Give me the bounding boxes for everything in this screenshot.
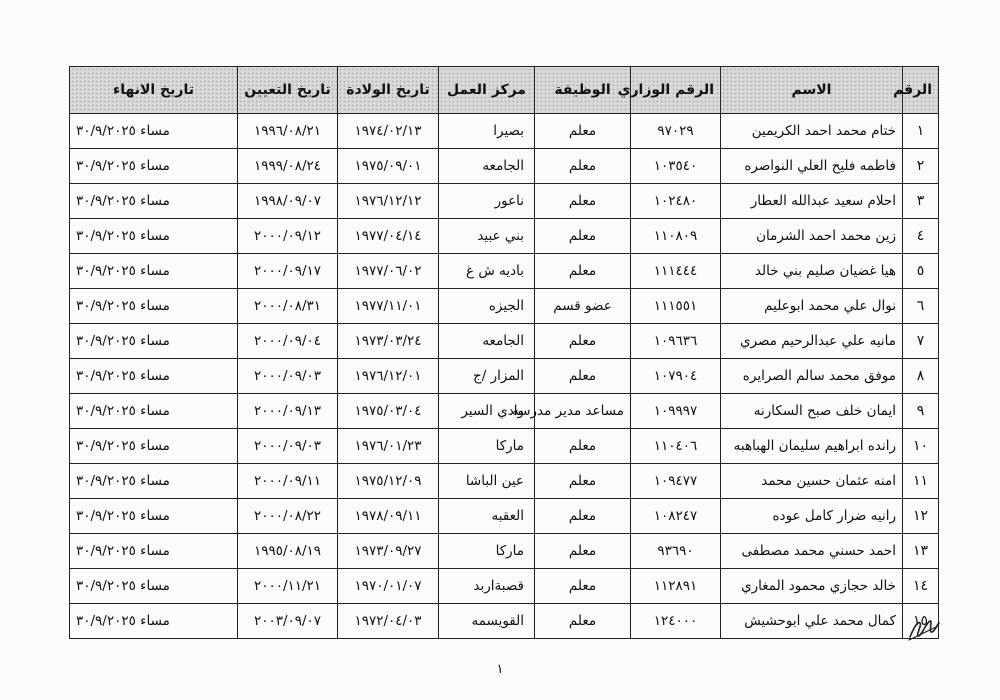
cell-end-date: مساء ٣٠/٩/٢٠٢٥ bbox=[70, 534, 238, 569]
cell-ministry-id: ١١٠٨٠٩ bbox=[631, 219, 721, 254]
cell-end-date: مساء ٣٠/٩/٢٠٢٥ bbox=[70, 394, 238, 429]
cell-job: معلم bbox=[535, 464, 631, 499]
cell-num: ١٢ bbox=[903, 499, 939, 534]
cell-birth-date: ١٩٧٧/١١/٠١ bbox=[338, 289, 439, 324]
cell-num: ٣ bbox=[903, 184, 939, 219]
cell-hire-date: ٢٠٠٠/٠٩/١٢ bbox=[238, 219, 338, 254]
cell-name: نوال علي محمد ابوعليم bbox=[721, 289, 903, 324]
cell-ministry-id: ١٠٨٢٤٧ bbox=[631, 499, 721, 534]
cell-end-date: مساء ٣٠/٩/٢٠٢٥ bbox=[70, 254, 238, 289]
cell-num: ١٣ bbox=[903, 534, 939, 569]
cell-hire-date: ١٩٩٩/٠٨/٢٤ bbox=[238, 149, 338, 184]
cell-name: ايمان خلف صبح السكارنه bbox=[721, 394, 903, 429]
cell-num: ١٥ bbox=[903, 604, 939, 639]
cell-hire-date: ٢٠٠٠/٠٨/٣١ bbox=[238, 289, 338, 324]
cell-job: عضو قسم bbox=[535, 289, 631, 324]
header-job: الوظيفة bbox=[535, 67, 631, 114]
cell-num: ٧ bbox=[903, 324, 939, 359]
cell-end-date: مساء ٣٠/٩/٢٠٢٥ bbox=[70, 499, 238, 534]
cell-job: معلم bbox=[535, 254, 631, 289]
cell-work-center: وادي السير bbox=[439, 394, 535, 429]
header-num: الرقم bbox=[903, 67, 939, 114]
cell-job: معلم bbox=[535, 114, 631, 149]
cell-name: فاطمه فليح العلي النواصره bbox=[721, 149, 903, 184]
table-row bbox=[70, 254, 939, 289]
header-name: الاسم bbox=[721, 67, 903, 114]
cell-ministry-id: ١٠٩٦٣٦ bbox=[631, 324, 721, 359]
cell-job: معلم bbox=[535, 149, 631, 184]
cell-name: رانيه ضرار كامل عوده bbox=[721, 499, 903, 534]
cell-name: موفق محمد سالم الصرايره bbox=[721, 359, 903, 394]
header-work-center: مركز العمل bbox=[439, 67, 535, 114]
cell-job: معلم bbox=[535, 534, 631, 569]
cell-ministry-id: ١١٠٤٠٦ bbox=[631, 429, 721, 464]
cell-end-date: مساء ٣٠/٩/٢٠٢٥ bbox=[70, 219, 238, 254]
cell-name: ختام محمد احمد الكريمين bbox=[721, 114, 903, 149]
cell-end-date: مساء ٣٠/٩/٢٠٢٥ bbox=[70, 114, 238, 149]
cell-work-center: عين الباشا bbox=[439, 464, 535, 499]
header-birth-date: تاريخ الولادة bbox=[338, 67, 439, 114]
staff-table bbox=[69, 66, 939, 639]
cell-work-center: بني عبيد bbox=[439, 219, 535, 254]
cell-job: معلم bbox=[535, 569, 631, 604]
cell-work-center: ماركا bbox=[439, 429, 535, 464]
cell-ministry-id: ١٢٤٠٠٠ bbox=[631, 604, 721, 639]
cell-job: معلم bbox=[535, 359, 631, 394]
cell-work-center: بصيرا bbox=[439, 114, 535, 149]
cell-birth-date: ١٩٧٣/٠٩/٢٧ bbox=[338, 534, 439, 569]
cell-num: ٥ bbox=[903, 254, 939, 289]
cell-job: معلم bbox=[535, 429, 631, 464]
cell-ministry-id: ٩٣٦٩٠ bbox=[631, 534, 721, 569]
cell-ministry-id: ١٠٩٩٩٧ bbox=[631, 394, 721, 429]
cell-hire-date: ٢٠٠٠/٠٩/٠٣ bbox=[238, 429, 338, 464]
cell-num: ٢ bbox=[903, 149, 939, 184]
cell-birth-date: ١٩٧٧/٠٦/٠٢ bbox=[338, 254, 439, 289]
cell-job: معلم bbox=[535, 324, 631, 359]
cell-work-center: ماركا bbox=[439, 534, 535, 569]
cell-birth-date: ١٩٧٦/١٢/٠١ bbox=[338, 359, 439, 394]
cell-num: ١٤ bbox=[903, 569, 939, 604]
cell-end-date: مساء ٣٠/٩/٢٠٢٥ bbox=[70, 604, 238, 639]
cell-num: ٤ bbox=[903, 219, 939, 254]
cell-end-date: مساء ٣٠/٩/٢٠٢٥ bbox=[70, 359, 238, 394]
cell-end-date: مساء ٣٠/٩/٢٠٢٥ bbox=[70, 149, 238, 184]
table-row bbox=[70, 604, 939, 639]
cell-num: ٨ bbox=[903, 359, 939, 394]
table-row bbox=[70, 184, 939, 219]
table-row bbox=[70, 429, 939, 464]
cell-name: خالد حجازي محمود المغاري bbox=[721, 569, 903, 604]
cell-hire-date: ٢٠٠٠/٠٩/١٧ bbox=[238, 254, 338, 289]
cell-job: معلم bbox=[535, 499, 631, 534]
cell-work-center: العقبه bbox=[439, 499, 535, 534]
table-body bbox=[70, 114, 939, 639]
cell-num: ١ bbox=[903, 114, 939, 149]
cell-work-center: قصبةاربد bbox=[439, 569, 535, 604]
cell-end-date: مساء ٣٠/٩/٢٠٢٥ bbox=[70, 289, 238, 324]
header-ministry-id: الرقم الوزاري bbox=[631, 67, 721, 114]
table-row bbox=[70, 219, 939, 254]
page-number: ١ bbox=[496, 662, 504, 677]
cell-num: ١١ bbox=[903, 464, 939, 499]
cell-birth-date: ١٩٧٠/٠١/٠٧ bbox=[338, 569, 439, 604]
cell-work-center: الجامعه bbox=[439, 149, 535, 184]
cell-hire-date: ١٩٩٥/٠٨/١٩ bbox=[238, 534, 338, 569]
table-row bbox=[70, 569, 939, 604]
cell-birth-date: ١٩٧٨/٠٩/١١ bbox=[338, 499, 439, 534]
cell-ministry-id: ١٠٢٤٨٠ bbox=[631, 184, 721, 219]
cell-hire-date: ٢٠٠٠/١١/٢١ bbox=[238, 569, 338, 604]
cell-birth-date: ١٩٧٥/٠٩/٠١ bbox=[338, 149, 439, 184]
cell-work-center: باديه ش غ bbox=[439, 254, 535, 289]
cell-hire-date: ١٩٩٦/٠٨/٢١ bbox=[238, 114, 338, 149]
cell-name: زين محمد احمد الشرمان bbox=[721, 219, 903, 254]
cell-name: احلام سعيد عبدالله العطار bbox=[721, 184, 903, 219]
cell-ministry-id: ١١١٥٥١ bbox=[631, 289, 721, 324]
table-row bbox=[70, 394, 939, 429]
cell-work-center: ناعور bbox=[439, 184, 535, 219]
cell-job: معلم bbox=[535, 604, 631, 639]
cell-num: ٩ bbox=[903, 394, 939, 429]
table-row bbox=[70, 464, 939, 499]
cell-end-date: مساء ٣٠/٩/٢٠٢٥ bbox=[70, 569, 238, 604]
cell-ministry-id: ٩٧٠٢٩ bbox=[631, 114, 721, 149]
table-row bbox=[70, 324, 939, 359]
cell-birth-date: ١٩٧٤/٠٢/١٣ bbox=[338, 114, 439, 149]
table-row bbox=[70, 289, 939, 324]
cell-end-date: مساء ٣٠/٩/٢٠٢٥ bbox=[70, 324, 238, 359]
cell-hire-date: ٢٠٠٠/٠٩/١٣ bbox=[238, 394, 338, 429]
table-header-row bbox=[70, 67, 939, 114]
cell-end-date: مساء ٣٠/٩/٢٠٢٥ bbox=[70, 184, 238, 219]
table-row bbox=[70, 534, 939, 569]
header-end-date: تاريخ الانهاء bbox=[70, 67, 238, 114]
handwritten-signature bbox=[906, 615, 942, 643]
table-row bbox=[70, 499, 939, 534]
table-row bbox=[70, 114, 939, 149]
cell-hire-date: ١٩٩٨/٠٩/٠٧ bbox=[238, 184, 338, 219]
cell-birth-date: ١٩٧٦/١٢/١٢ bbox=[338, 184, 439, 219]
cell-hire-date: ٢٠٠٠/٠٩/٠٤ bbox=[238, 324, 338, 359]
cell-ministry-id: ١٠٧٩٠٤ bbox=[631, 359, 721, 394]
cell-name: امنه عثمان حسين محمد bbox=[721, 464, 903, 499]
cell-work-center: الجامعه bbox=[439, 324, 535, 359]
cell-ministry-id: ١٠٣٥٤٠ bbox=[631, 149, 721, 184]
cell-ministry-id: ١١٢٨٩١ bbox=[631, 569, 721, 604]
cell-num: ١٠ bbox=[903, 429, 939, 464]
cell-name: كمال محمد علي ابوحشيش bbox=[721, 604, 903, 639]
table-row bbox=[70, 359, 939, 394]
cell-birth-date: ١٩٧٣/٠٣/٢٤ bbox=[338, 324, 439, 359]
cell-end-date: مساء ٣٠/٩/٢٠٢٥ bbox=[70, 464, 238, 499]
cell-name: احمد حسني محمد مصطفى bbox=[721, 534, 903, 569]
cell-job: مساعد مدير مدرسه bbox=[535, 394, 631, 429]
cell-birth-date: ١٩٧٢/٠٤/٠٣ bbox=[338, 604, 439, 639]
cell-hire-date: ٢٠٠٠/٠٩/١١ bbox=[238, 464, 338, 499]
cell-work-center: القويسمه bbox=[439, 604, 535, 639]
cell-hire-date: ٢٠٠٠/٠٨/٢٢ bbox=[238, 499, 338, 534]
cell-name: رانده ابراهيم سليمان الهباهبه bbox=[721, 429, 903, 464]
cell-birth-date: ١٩٧٧/٠٤/١٤ bbox=[338, 219, 439, 254]
cell-work-center: الجيزه bbox=[439, 289, 535, 324]
cell-work-center: المزار /ج bbox=[439, 359, 535, 394]
cell-birth-date: ١٩٧٥/٠٣/٠٤ bbox=[338, 394, 439, 429]
cell-end-date: مساء ٣٠/٩/٢٠٢٥ bbox=[70, 429, 238, 464]
cell-num: ٦ bbox=[903, 289, 939, 324]
cell-name: هيا غضيان صليم بني خالد bbox=[721, 254, 903, 289]
cell-ministry-id: ١٠٩٤٧٧ bbox=[631, 464, 721, 499]
table-row bbox=[70, 149, 939, 184]
cell-job: معلم bbox=[535, 219, 631, 254]
cell-name: مانيه علي عبدالرحيم مصري bbox=[721, 324, 903, 359]
cell-ministry-id: ١١١٤٤٤ bbox=[631, 254, 721, 289]
cell-hire-date: ٢٠٠٠/٠٩/٠٣ bbox=[238, 359, 338, 394]
cell-birth-date: ١٩٧٦/٠١/٢٣ bbox=[338, 429, 439, 464]
cell-job: معلم bbox=[535, 184, 631, 219]
cell-hire-date: ٢٠٠٣/٠٩/٠٧ bbox=[238, 604, 338, 639]
header-hire-date: تاريخ التعيين bbox=[238, 67, 338, 114]
cell-birth-date: ١٩٧٥/١٢/٠٩ bbox=[338, 464, 439, 499]
